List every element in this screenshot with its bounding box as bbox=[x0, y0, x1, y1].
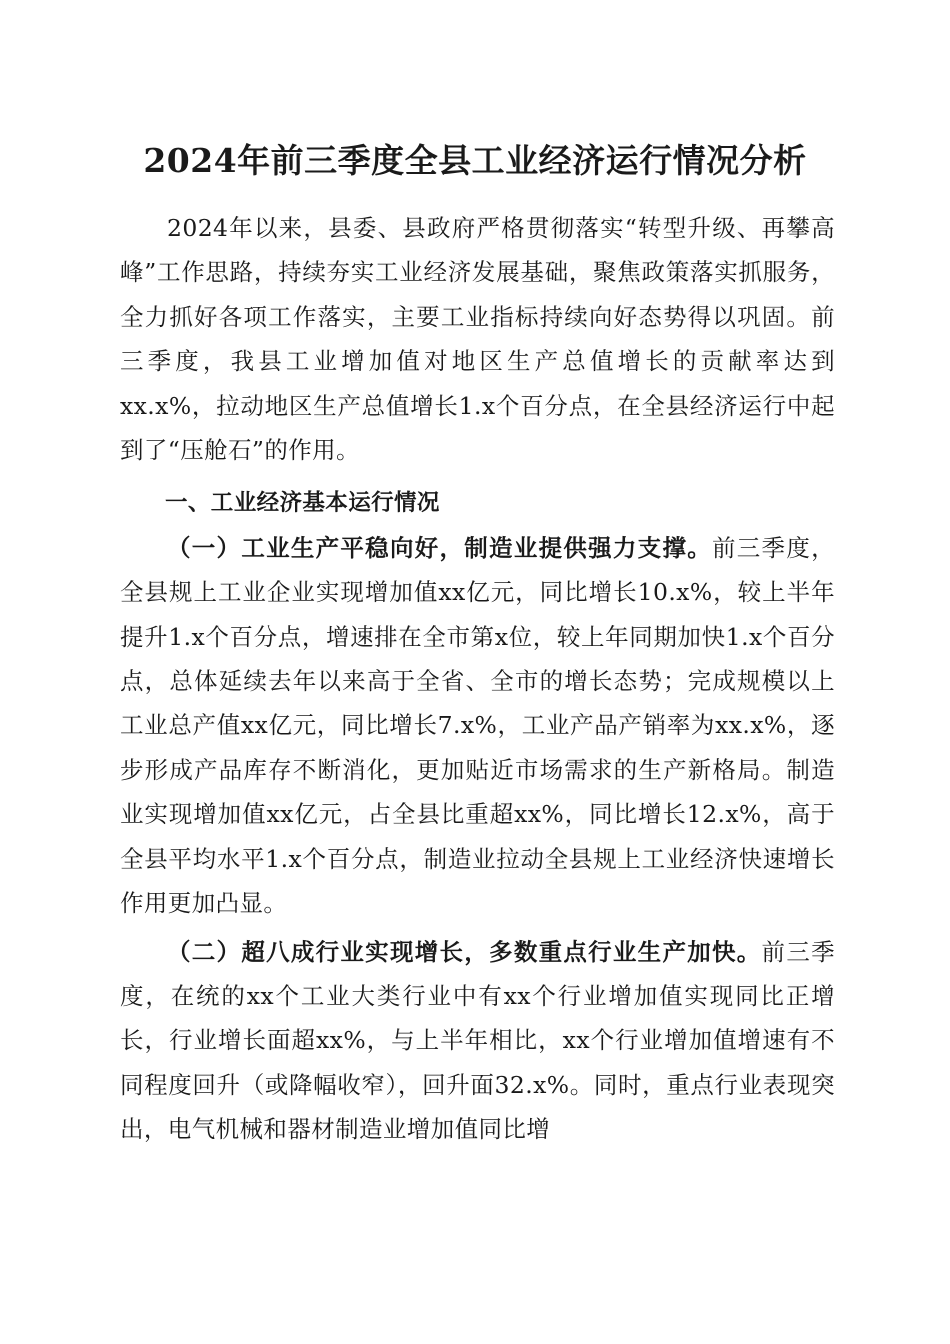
paragraph-2-subhead: （二）超八成行业实现增长，多数重点行业生产加快。 bbox=[167, 937, 762, 966]
paragraph-2-body: 前三季度，在统的xx个工业大类行业中有xx个行业增加值实现同比正增长，行业增长面超xx%，与上半年相比，xx个行业增加值增速有不同程度回升（或降幅收窄），回升面32.x%。同时，重点行业表现突出，电气机械和器材制造业增加值同比增 bbox=[120, 937, 835, 1144]
paragraph-1-subhead: （一）工业生产平稳向好，制造业提供强力支撑。 bbox=[167, 533, 712, 562]
paragraph-1-body: 前三季度，全县规上工业企业实现增加值xx亿元，同比增长10.x%，较上半年提升1.x个百分点，增速排在全市第x位，较上年同期加快1.x个百分点，总体延续去年以来高于全省、全市的增长态势；完成规模以上工业总产值xx亿元，同比增长7.x%，工业产品产销率为xx.x%，逐步形成产品库存不断消化，更加贴近市场需求的生产新格局。制造业实现增加值xx亿元，占全县比重超xx%，同比增长12.x%，高于全县平均水平1.x个百分点，制造业拉动全县规上工业经济快速增长作用更加凸显。 bbox=[120, 533, 835, 918]
intro-paragraph: 2024年以来，县委、县政府严格贯彻落实“转型升级、再攀高峰”工作思路，持续夯实工业经济发展基础，聚焦政策落实抓服务，全力抓好各项工作落实，主要工业指标持续向好态势得以巩固。前三季度，我县工业增加值对地区生产总值增长的贡献率达到xx.x%，拉动地区生产总值增长1.x个百分点，在全县经济运行中起到了“压舱石”的作用。 bbox=[120, 214, 835, 465]
document-body bbox=[120, 206, 835, 1152]
document-title: 2024年前三季度全县工业经济运行情况分析 bbox=[143, 141, 807, 180]
paragraph-2 bbox=[120, 930, 835, 1152]
section-heading: 一、工业经济基本运行情况 bbox=[165, 490, 440, 517]
paragraph-1 bbox=[120, 526, 835, 926]
